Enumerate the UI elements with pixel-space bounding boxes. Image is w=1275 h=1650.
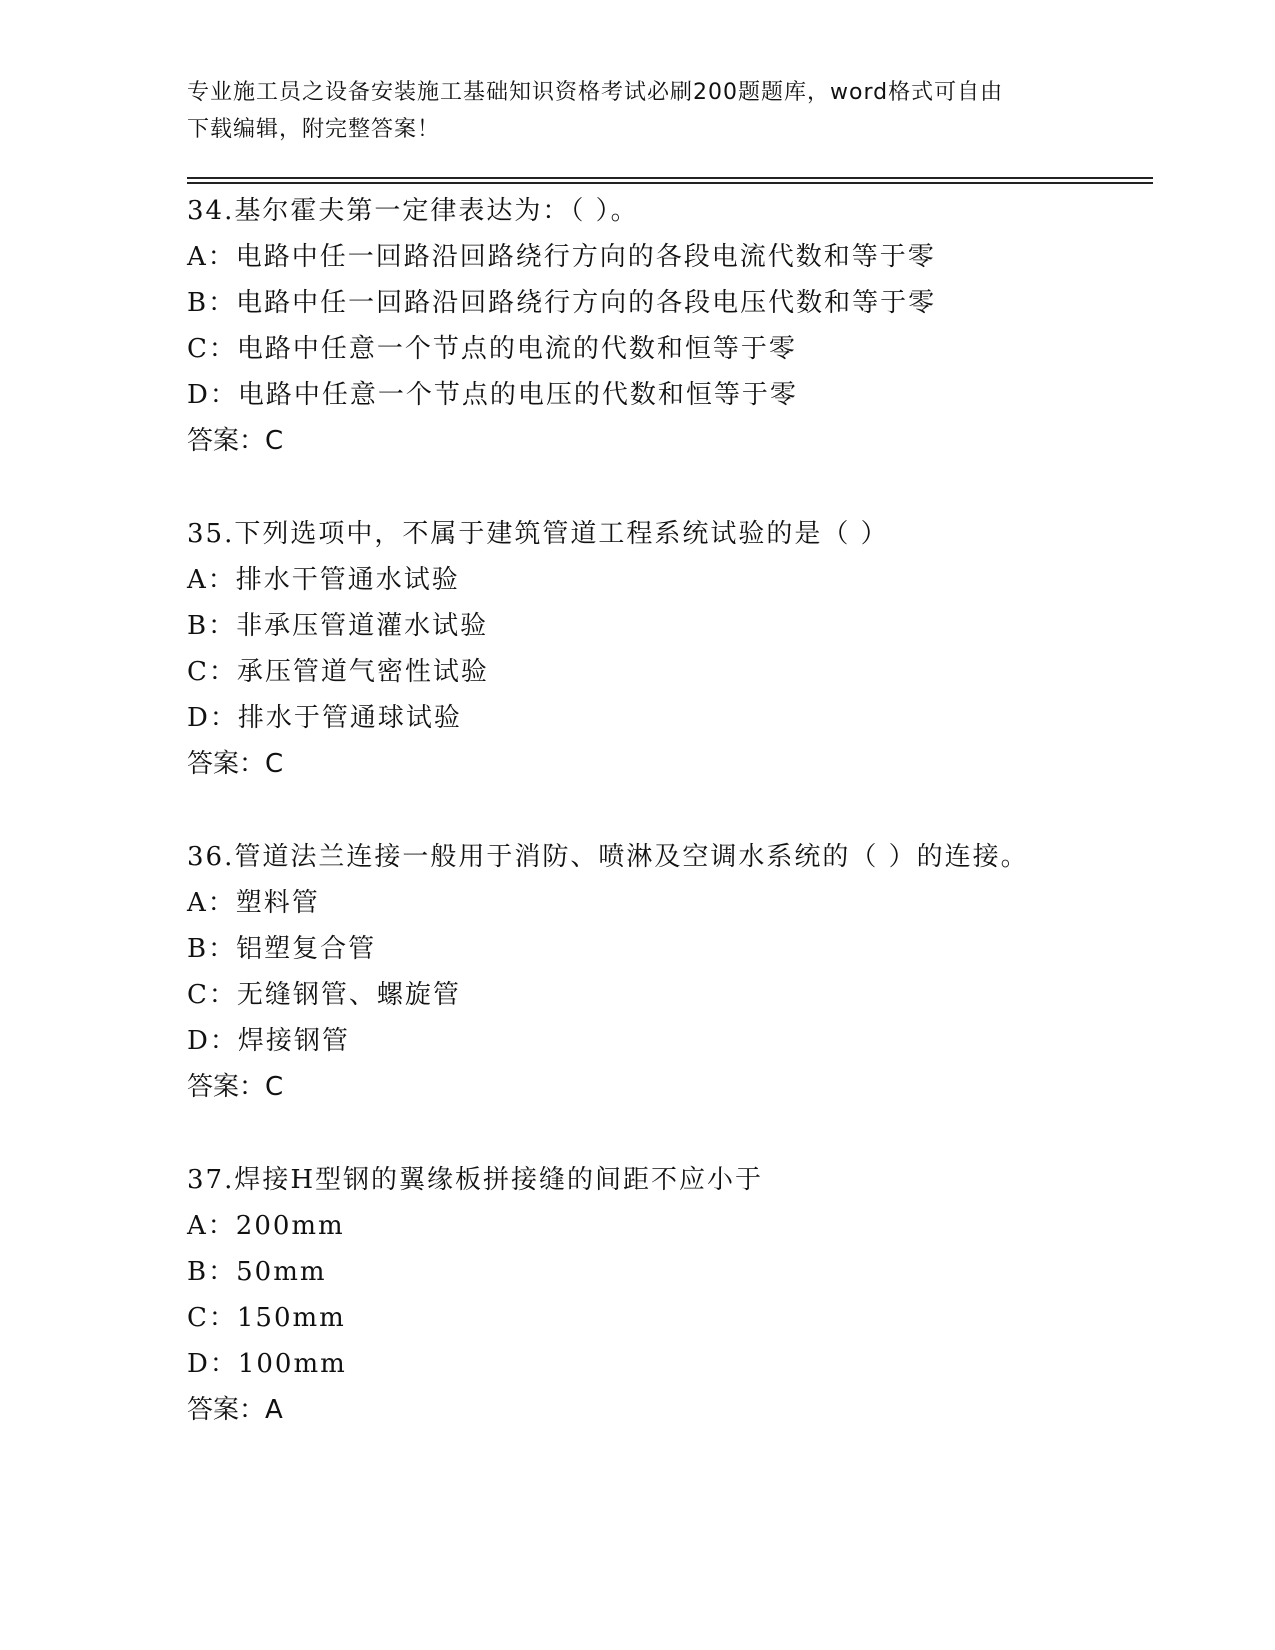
option-a: A：塑料管 [187, 888, 320, 918]
option-a: A：200mm [187, 1211, 345, 1241]
question-stem: 36.管道法兰连接一般用于消防、喷淋及空调水系统的（ ）的连接。 [187, 842, 1029, 872]
option-d: D：焊接钢管 [187, 1026, 350, 1056]
question-34 [187, 188, 1147, 464]
header-divider-bottom [187, 182, 1153, 184]
option-b: B：电路中任一回路沿回路绕行方向的各段电压代数和等于零 [187, 288, 937, 318]
question-list [187, 188, 1147, 1480]
option-d: D：电路中任意一个节点的电压的代数和恒等于零 [187, 380, 798, 410]
header-divider-top [187, 177, 1153, 179]
question-stem: 35.下列选项中，不属于建筑管道工程系统试验的是（ ） [187, 519, 889, 549]
option-a: A：电路中任一回路沿回路绕行方向的各段电流代数和等于零 [187, 242, 936, 272]
question-37 [187, 1157, 1147, 1433]
answer-label: 答案：A [187, 1395, 283, 1425]
option-c: C：电路中任意一个节点的电流的代数和恒等于零 [187, 334, 797, 364]
option-c: C：无缝钢管、螺旋管 [187, 980, 461, 1010]
question-stem: 34.基尔霍夫第一定律表达为：（ ）。 [187, 196, 639, 226]
header-line-2: 下载编辑，附完整答案！ [187, 117, 441, 142]
option-c: C：承压管道气密性试验 [187, 657, 489, 687]
document-header [187, 74, 1087, 148]
answer-label: 答案：C [187, 426, 284, 456]
option-c: C：150mm [187, 1303, 346, 1333]
question-36 [187, 834, 1147, 1110]
question-35 [187, 511, 1147, 787]
option-b: B：铝塑复合管 [187, 934, 377, 964]
option-d: D：排水于管通球试验 [187, 703, 462, 733]
answer-label: 答案：C [187, 1072, 284, 1102]
answer-label: 答案：C [187, 749, 284, 779]
header-line-1: 专业施工员之设备安装施工基础知识资格考试必刷200题题库，word格式可自由 [187, 80, 1004, 105]
question-stem: 37.焊接H型钢的翼缘板拼接缝的间距不应小于 [187, 1165, 764, 1195]
option-d: D：100mm [187, 1349, 347, 1379]
option-b: B：非承压管道灌水试验 [187, 611, 489, 641]
option-a: A：排水干管通水试验 [187, 565, 460, 595]
option-b: B：50mm [187, 1257, 327, 1287]
